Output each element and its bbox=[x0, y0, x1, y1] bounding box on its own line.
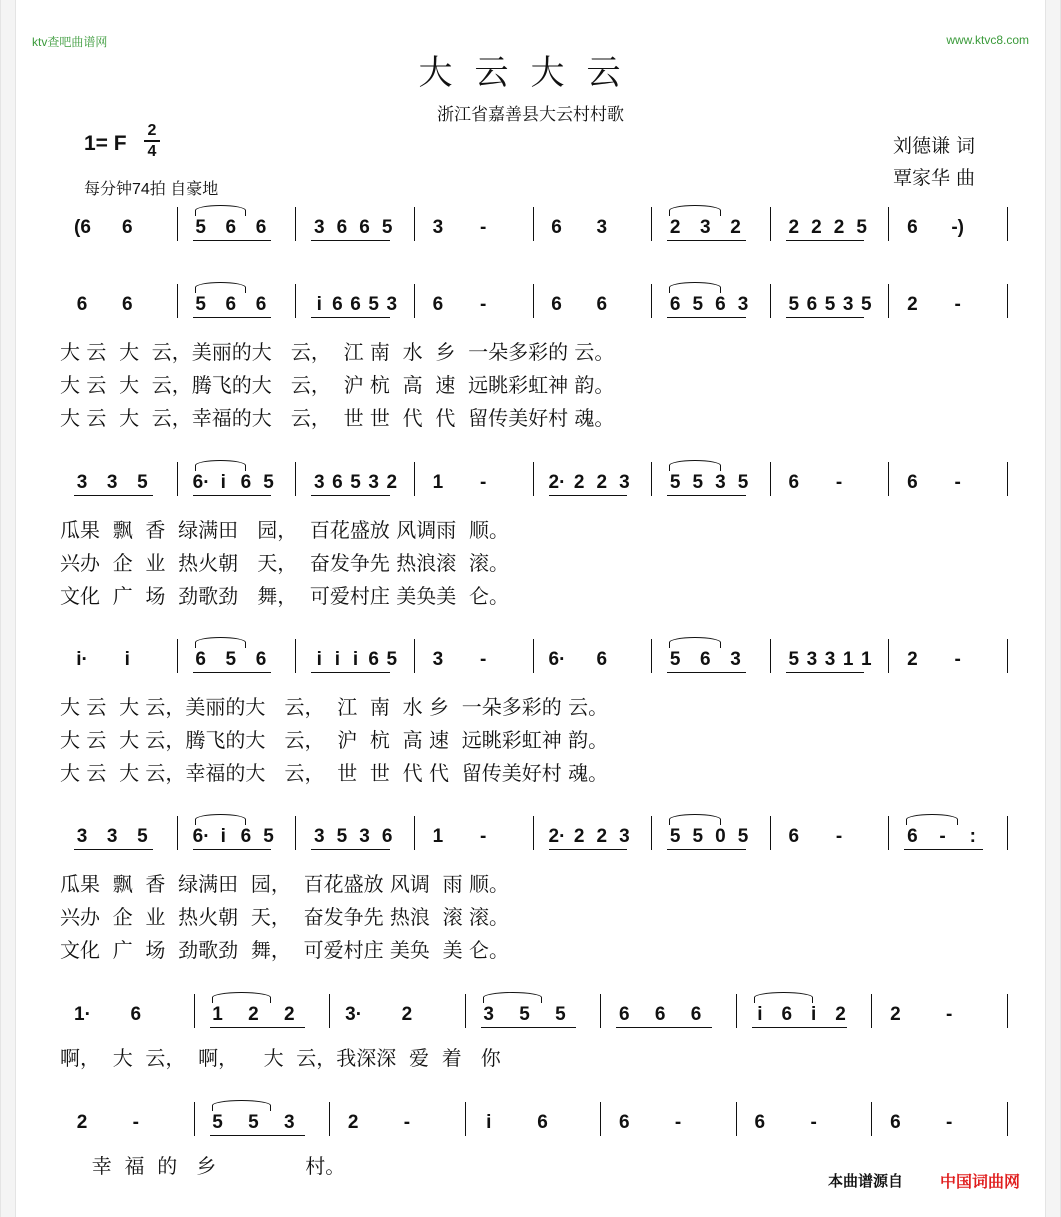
beam-underline bbox=[667, 495, 746, 496]
note: 5 bbox=[195, 294, 206, 315]
beam-underline bbox=[752, 1027, 848, 1028]
note: 6 bbox=[690, 1004, 702, 1025]
note: 6 bbox=[240, 826, 252, 847]
note: i bbox=[124, 649, 130, 670]
barline bbox=[295, 284, 296, 318]
barline bbox=[414, 816, 415, 850]
note: 6 bbox=[381, 826, 393, 847]
lyric-line: 大 云 大 云，腾飞的大 云， 沪 杭 高 速 远眺彩虹神 韵。 bbox=[60, 728, 609, 752]
note-line bbox=[60, 1108, 1009, 1138]
barline bbox=[533, 207, 534, 241]
note: 6 bbox=[432, 294, 444, 315]
beam-underline bbox=[74, 495, 153, 496]
note: 3 bbox=[313, 217, 325, 238]
barline bbox=[194, 994, 195, 1028]
note: 5 bbox=[692, 826, 704, 847]
barline bbox=[465, 994, 466, 1028]
note: 3 bbox=[283, 1112, 295, 1133]
slur bbox=[754, 992, 813, 1003]
note: i· bbox=[76, 649, 88, 670]
note: 6 bbox=[122, 217, 133, 238]
note-line bbox=[60, 468, 1009, 498]
note: 2 bbox=[347, 1112, 359, 1133]
note: 5 bbox=[692, 472, 704, 493]
note: 3 bbox=[106, 472, 118, 493]
note: 1 bbox=[432, 826, 444, 847]
note: 6 bbox=[225, 217, 237, 238]
slur bbox=[212, 1100, 271, 1111]
note: 6 bbox=[350, 294, 361, 315]
barline bbox=[871, 994, 872, 1028]
beam-underline bbox=[193, 849, 272, 850]
note: 2 bbox=[596, 826, 608, 847]
note: 6 bbox=[700, 649, 711, 670]
barline bbox=[295, 639, 296, 673]
lyric-line: 幸 福 的 乡 村。 bbox=[60, 1154, 346, 1178]
note: -) bbox=[951, 217, 965, 238]
left-watermark-strip bbox=[0, 0, 16, 1217]
beam-underline bbox=[667, 317, 746, 318]
note: 6 bbox=[255, 217, 267, 238]
barline bbox=[1007, 462, 1008, 496]
beam-underline bbox=[786, 317, 865, 318]
note: 6 bbox=[122, 294, 133, 315]
barline bbox=[651, 207, 652, 241]
note: - bbox=[132, 1112, 139, 1133]
slur bbox=[669, 814, 721, 825]
barline bbox=[770, 639, 771, 673]
lyric-line: 啊， 大 云， 啊， 大 云，我深深 爱 着 你 bbox=[60, 1046, 501, 1070]
note: 5 bbox=[519, 1004, 530, 1025]
beam-underline bbox=[193, 240, 272, 241]
note: 5 bbox=[212, 1112, 223, 1133]
slur bbox=[195, 637, 247, 648]
beam-underline bbox=[210, 1135, 306, 1136]
source-label: 本曲谱源自 bbox=[828, 1173, 904, 1190]
note: 6 bbox=[332, 294, 343, 315]
note: 5 bbox=[368, 294, 379, 315]
composer-credit: 覃家华 曲 bbox=[893, 167, 976, 189]
note: 6· bbox=[192, 826, 210, 847]
note: - bbox=[939, 826, 946, 847]
note: 5 bbox=[692, 294, 704, 315]
note: 1 bbox=[842, 649, 854, 670]
note: 2· bbox=[548, 472, 566, 493]
lyric-line: 大 云 大 云，美丽的大 云， 江 南 水 乡 一朵多彩的 云。 bbox=[60, 695, 609, 719]
note: 5 bbox=[195, 217, 206, 238]
note: 6· bbox=[548, 649, 566, 670]
barline bbox=[770, 207, 771, 241]
barline bbox=[295, 816, 296, 850]
barline bbox=[888, 284, 889, 318]
barline bbox=[329, 994, 330, 1028]
note: 3 bbox=[432, 217, 444, 238]
barline bbox=[177, 816, 178, 850]
note: i bbox=[352, 649, 359, 670]
note-line bbox=[60, 645, 1009, 675]
note: 6 bbox=[225, 294, 237, 315]
note: 6 bbox=[130, 1004, 142, 1025]
barline bbox=[177, 207, 178, 241]
note: 3 bbox=[76, 472, 88, 493]
barline bbox=[871, 1102, 872, 1136]
barline bbox=[329, 1102, 330, 1136]
note: 1 bbox=[432, 472, 444, 493]
barline bbox=[600, 994, 601, 1028]
note: 3 bbox=[359, 826, 370, 847]
barline bbox=[533, 639, 534, 673]
beam-underline bbox=[667, 240, 746, 241]
note: - bbox=[480, 649, 487, 670]
tempo-marking: 每分钟74拍 自豪地 bbox=[84, 181, 219, 198]
barline bbox=[465, 1102, 466, 1136]
note: - bbox=[954, 294, 961, 315]
beam-underline bbox=[311, 495, 390, 496]
note: 5 bbox=[381, 217, 393, 238]
note: - bbox=[835, 472, 843, 493]
slur bbox=[195, 205, 247, 216]
site-url-right[interactable]: www.ktvc8.com bbox=[946, 33, 1029, 47]
source-site-link[interactable]: 中国词曲网 bbox=[940, 1174, 1021, 1191]
note: 0 bbox=[715, 826, 726, 847]
note: 6 bbox=[781, 1004, 793, 1025]
lyric-line: 大 云 大 云，腾飞的大 云， 沪 杭 高 速 远眺彩虹神 韵。 bbox=[60, 373, 615, 397]
barline bbox=[295, 462, 296, 496]
note: 5 bbox=[263, 472, 274, 493]
note: 2 bbox=[248, 1004, 259, 1025]
beam-underline bbox=[74, 849, 153, 850]
slur bbox=[906, 814, 958, 825]
beam-underline bbox=[667, 849, 746, 850]
note: 6 bbox=[359, 217, 370, 238]
note: 2 bbox=[907, 294, 918, 315]
slur bbox=[669, 637, 721, 648]
note: 5 bbox=[669, 649, 681, 670]
slur bbox=[669, 205, 721, 216]
beam-underline bbox=[193, 495, 272, 496]
note: 6 bbox=[537, 1112, 548, 1133]
note: - bbox=[480, 294, 487, 315]
note: - bbox=[954, 649, 961, 670]
note: i bbox=[316, 294, 322, 315]
note: 2 bbox=[833, 217, 845, 238]
note: 2 bbox=[401, 1004, 413, 1025]
note: i bbox=[757, 1004, 763, 1025]
beam-underline bbox=[210, 1027, 306, 1028]
note: 5 bbox=[555, 1004, 566, 1025]
note: 5 bbox=[336, 826, 348, 847]
lyric-line: 大 云 大 云，幸福的大 云， 世 世 代 代 留传美好村 魂。 bbox=[60, 761, 609, 785]
time-signature-bottom: 4 bbox=[147, 143, 157, 160]
note: 6 bbox=[890, 1112, 901, 1133]
note: 3 bbox=[619, 826, 630, 847]
note: 5 bbox=[788, 294, 800, 315]
barline bbox=[888, 207, 889, 241]
beam-underline bbox=[311, 240, 390, 241]
note: 5 bbox=[263, 826, 274, 847]
note: 3 bbox=[432, 649, 444, 670]
lyricist-credit: 刘德谦 词 bbox=[893, 135, 976, 157]
beam-underline bbox=[616, 1027, 712, 1028]
note: 6 bbox=[551, 294, 562, 315]
barline bbox=[533, 462, 534, 496]
barline bbox=[736, 994, 737, 1028]
note: 2 bbox=[386, 472, 398, 493]
note: 1 bbox=[860, 649, 872, 670]
note: 2 bbox=[76, 1112, 88, 1133]
note: 6 bbox=[618, 1004, 630, 1025]
barline bbox=[533, 816, 534, 850]
note: 6 bbox=[669, 294, 681, 315]
note: 3 bbox=[715, 472, 726, 493]
note: 6 bbox=[336, 217, 348, 238]
lyric-line: 瓜果 飘 香 绿满田 园， 百花盛放 风调雨 顺。 bbox=[60, 518, 510, 542]
note: 2 bbox=[890, 1004, 901, 1025]
slur bbox=[195, 282, 247, 293]
note: 6 bbox=[368, 649, 379, 670]
note: 3 bbox=[842, 294, 854, 315]
note-line bbox=[60, 290, 1009, 320]
note: 2 bbox=[907, 649, 918, 670]
note: 3 bbox=[737, 294, 749, 315]
barline bbox=[414, 284, 415, 318]
note: 5 bbox=[350, 472, 361, 493]
barline bbox=[533, 284, 534, 318]
barline bbox=[888, 639, 889, 673]
barline bbox=[770, 284, 771, 318]
song-subtitle: 浙江省嘉善县大云村村歌 bbox=[437, 105, 624, 125]
note: 5 bbox=[860, 294, 872, 315]
lyric-line: 文化 广 场 劲歌劲 舞， 可爱村庄 美奂 美 仑。 bbox=[60, 938, 510, 962]
note: 2 bbox=[596, 472, 608, 493]
beam-underline bbox=[311, 849, 390, 850]
note: 2 bbox=[573, 826, 585, 847]
time-signature-top: 2 bbox=[147, 122, 157, 139]
song-title: 大云大云 bbox=[418, 53, 643, 93]
beam-underline bbox=[311, 672, 390, 673]
beam-underline bbox=[786, 240, 865, 241]
barline bbox=[888, 816, 889, 850]
note: 3 bbox=[596, 217, 608, 238]
slur bbox=[669, 282, 721, 293]
right-watermark-strip bbox=[1045, 0, 1061, 1217]
note: i bbox=[220, 826, 226, 847]
note: - bbox=[480, 217, 487, 238]
note: - bbox=[403, 1112, 411, 1133]
note: 6 bbox=[654, 1004, 666, 1025]
note: 5 bbox=[137, 472, 148, 493]
note: 6 bbox=[907, 217, 918, 238]
note: 6 bbox=[618, 1112, 630, 1133]
barline bbox=[651, 816, 652, 850]
slur bbox=[483, 992, 542, 1003]
beam-underline bbox=[193, 672, 272, 673]
slur bbox=[212, 992, 271, 1003]
note: - bbox=[810, 1112, 817, 1133]
note: 6 bbox=[255, 649, 267, 670]
beam-underline bbox=[904, 849, 983, 850]
note: 6 bbox=[754, 1112, 766, 1133]
note: 3 bbox=[76, 826, 88, 847]
note: i bbox=[334, 649, 341, 670]
note: - bbox=[954, 472, 961, 493]
note: 6 bbox=[76, 294, 88, 315]
note: 6 bbox=[596, 294, 608, 315]
lyric-line: 兴办 企 业 热火朝 天， 奋发争先 热浪滚 滚。 bbox=[60, 551, 510, 575]
lyric-line: 大 云 大 云，幸福的大 云， 世 世 代 代 留传美好村 魂。 bbox=[60, 406, 615, 430]
lyric-line: 文化 广 场 劲歌劲 舞， 可爱村庄 美奂美 仑。 bbox=[60, 584, 510, 608]
note: 6· bbox=[192, 472, 210, 493]
barline bbox=[651, 284, 652, 318]
note: - bbox=[946, 1004, 953, 1025]
barline bbox=[1007, 1102, 1008, 1136]
key-signature: 1= F bbox=[84, 132, 127, 155]
note: 6 bbox=[788, 472, 800, 493]
note: 3 bbox=[483, 1004, 494, 1025]
note: 6 bbox=[788, 826, 800, 847]
barline bbox=[414, 462, 415, 496]
note: - bbox=[480, 472, 487, 493]
slur bbox=[669, 460, 721, 471]
note: 1 bbox=[212, 1004, 223, 1025]
barline bbox=[1007, 207, 1008, 241]
slur bbox=[195, 460, 247, 471]
beam-underline bbox=[549, 495, 628, 496]
note: 2· bbox=[548, 826, 566, 847]
note: 3 bbox=[313, 472, 325, 493]
lyric-line: 大 云 大 云，美丽的大 云， 江 南 水 乡 一朵多彩的 云。 bbox=[60, 340, 615, 364]
note: 2 bbox=[283, 1004, 295, 1025]
beam-underline bbox=[193, 317, 272, 318]
note: 2 bbox=[788, 217, 800, 238]
note: i bbox=[316, 649, 322, 670]
barline bbox=[414, 207, 415, 241]
note: 3 bbox=[824, 649, 836, 670]
note: i bbox=[811, 1004, 817, 1025]
note: 3 bbox=[106, 826, 118, 847]
barline bbox=[177, 639, 178, 673]
barline bbox=[414, 639, 415, 673]
note: 3 bbox=[313, 826, 325, 847]
note: 3 bbox=[806, 649, 818, 670]
note: - bbox=[946, 1112, 953, 1133]
note: 2 bbox=[669, 217, 681, 238]
note: 5 bbox=[737, 826, 749, 847]
note: 5 bbox=[248, 1112, 259, 1133]
note: 5 bbox=[669, 826, 681, 847]
note: 6 bbox=[907, 472, 918, 493]
barline bbox=[1007, 639, 1008, 673]
barline bbox=[736, 1102, 737, 1136]
note: 5 bbox=[737, 472, 749, 493]
lyric-line: 兴办 企 业 热火朝 天， 奋发争先 热浪 滚 滚。 bbox=[60, 905, 510, 929]
note: - bbox=[480, 826, 487, 847]
note: 5 bbox=[788, 649, 800, 670]
site-name-left[interactable]: ktv查吧曲谱网 bbox=[32, 35, 108, 49]
barline bbox=[194, 1102, 195, 1136]
barline bbox=[651, 462, 652, 496]
lyric-line: 瓜果 飘 香 绿满田 园， 百花盛放 风调 雨 顺。 bbox=[60, 872, 510, 896]
barline bbox=[770, 816, 771, 850]
barline bbox=[770, 462, 771, 496]
note: 6 bbox=[195, 649, 206, 670]
note: 3· bbox=[345, 1004, 363, 1025]
note: 6 bbox=[907, 826, 918, 847]
note: 5 bbox=[824, 294, 836, 315]
barline bbox=[1007, 994, 1008, 1028]
barline bbox=[600, 1102, 601, 1136]
note-line bbox=[60, 213, 1009, 243]
note: 3 bbox=[386, 294, 398, 315]
note-line bbox=[60, 1000, 1009, 1030]
note: 5 bbox=[225, 649, 237, 670]
barline bbox=[295, 207, 296, 241]
note: 5 bbox=[137, 826, 148, 847]
note: 3 bbox=[730, 649, 741, 670]
note: 2 bbox=[730, 217, 741, 238]
note: 6 bbox=[255, 294, 267, 315]
barline bbox=[651, 639, 652, 673]
beam-underline bbox=[549, 849, 628, 850]
beam-underline bbox=[481, 1027, 577, 1028]
note: 2 bbox=[811, 217, 822, 238]
note: 3 bbox=[700, 217, 711, 238]
beam-underline bbox=[311, 317, 390, 318]
beam-underline bbox=[667, 672, 746, 673]
note-line bbox=[60, 822, 1009, 852]
note: (6 bbox=[74, 217, 91, 238]
beam-underline bbox=[786, 672, 865, 673]
barline bbox=[888, 462, 889, 496]
barline bbox=[177, 284, 178, 318]
note: - bbox=[674, 1112, 682, 1133]
note: 6 bbox=[596, 649, 608, 670]
note: 6 bbox=[715, 294, 726, 315]
barline bbox=[177, 462, 178, 496]
note: 5 bbox=[856, 217, 867, 238]
note: 5 bbox=[386, 649, 398, 670]
note: 2 bbox=[835, 1004, 846, 1025]
note: i bbox=[220, 472, 226, 493]
slur bbox=[195, 814, 247, 825]
note: i bbox=[486, 1112, 492, 1133]
note: 5 bbox=[669, 472, 681, 493]
note: 2 bbox=[573, 472, 585, 493]
note: : bbox=[969, 826, 976, 847]
barline bbox=[1007, 816, 1008, 850]
note: 1· bbox=[74, 1004, 91, 1025]
note: 3 bbox=[368, 472, 379, 493]
note: - bbox=[835, 826, 843, 847]
note: 3 bbox=[619, 472, 630, 493]
barline bbox=[1007, 284, 1008, 318]
time-signature bbox=[144, 122, 160, 160]
note: 6 bbox=[332, 472, 343, 493]
note: 6 bbox=[551, 217, 562, 238]
note: 6 bbox=[240, 472, 252, 493]
note: 6 bbox=[806, 294, 818, 315]
